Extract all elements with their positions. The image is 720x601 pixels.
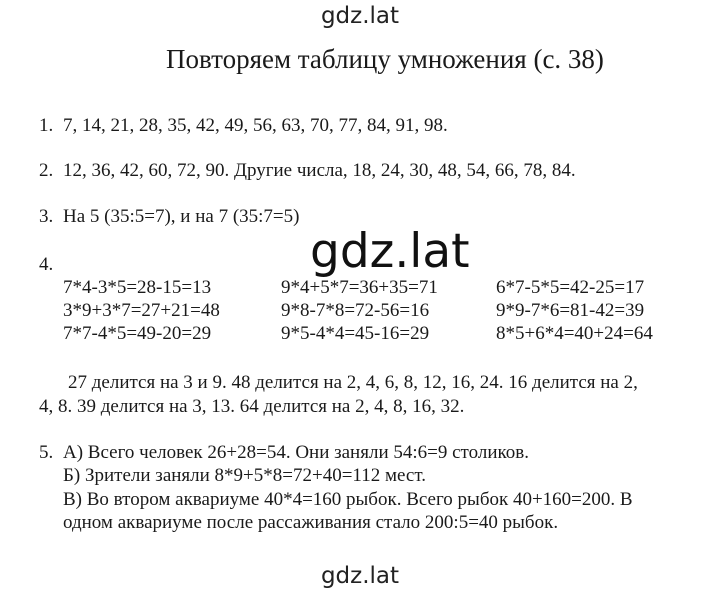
item-2-number: 2. — [39, 160, 54, 181]
task5-line: Б) Зрители заняли 8*9+5*8=72+40=112 мест. — [63, 465, 426, 486]
item-4-number: 4. — [39, 254, 54, 275]
task4-expr: 6*7-5*5=42-25=17 — [496, 277, 645, 298]
task4-expr: 7*7-4*5=49-20=29 — [63, 323, 212, 344]
item-3-text: На 5 (35:5=7), и на 7 (35:7=5) — [63, 206, 300, 227]
watermark-middle: gdz.lat — [310, 224, 470, 279]
task4-expr: 3*9+3*7=27+21=48 — [63, 300, 220, 321]
page-title: Повторяем таблицу умножения (с. 38) — [166, 44, 604, 74]
task4-expr: 9*5-4*4=45-16=29 — [281, 323, 430, 344]
task4-expr: 9*9-7*6=81-42=39 — [496, 300, 645, 321]
item-1-text: 7, 14, 21, 28, 35, 42, 49, 56, 63, 70, 77, 84, 91, 98. — [63, 115, 448, 136]
task5-line: В) Во втором аквариуме 40*4=160 рыбок. Всего рыбок 40+160=200. В — [63, 489, 633, 510]
task4-expr: 9*4+5*7=36+35=71 — [281, 277, 438, 298]
task4-paragraph-line: 27 делится на 3 и 9. 48 делится на 2, 4, 6, 8, 12, 16, 24. 16 делится на 2, — [68, 372, 638, 393]
item-3-number: 3. — [39, 206, 54, 227]
watermark-top: gdz.lat — [320, 3, 400, 29]
task4-expr: 7*4-3*5=28-15=13 — [63, 277, 212, 298]
task4-paragraph-line: 4, 8. 39 делится на 3, 13. 64 делится на 2, 4, 8, 16, 32. — [39, 396, 465, 417]
task4-expr: 8*5+6*4=40+24=64 — [496, 323, 653, 344]
item-2-text: 12, 36, 42, 60, 72, 90. Другие числа, 18, 24, 30, 48, 54, 66, 78, 84. — [63, 160, 576, 181]
task4-expr: 9*8-7*8=72-56=16 — [281, 300, 430, 321]
item-5-number: 5. — [39, 442, 54, 463]
task5-line: А) Всего человек 26+28=54. Они заняли 54:6=9 столиков. — [63, 442, 529, 463]
watermark-bottom: gdz.lat — [320, 563, 400, 589]
task5-line: одном аквариуме после рассаживания стало 200:5=40 рыбок. — [63, 512, 559, 533]
item-1-number: 1. — [39, 115, 54, 136]
